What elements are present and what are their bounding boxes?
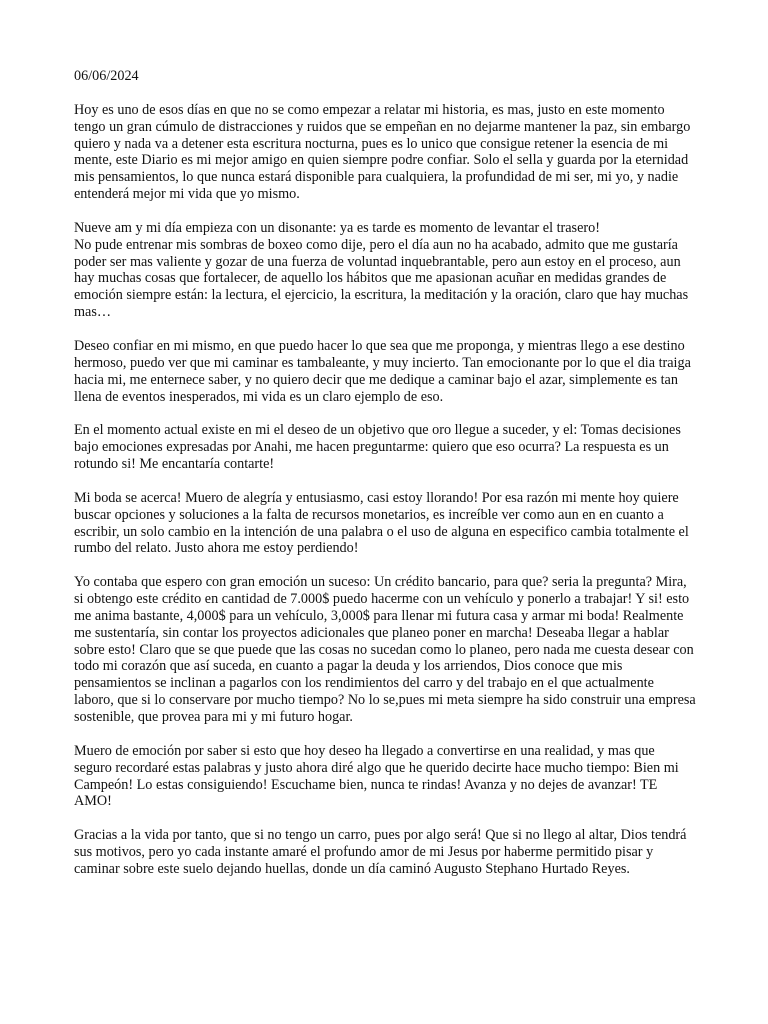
entry-date: 06/06/2024 bbox=[74, 68, 139, 84]
paragraph-1: Hoy es uno de esos días en que no se como empezar a relatar mi historia, es mas, justo en este momento tengo un gran cúmulo de distracciones y ruidos que se empeñan en no dejarme mantener la paz, sin embargo quiero y nada va a detener esta escritura nocturna, pues es lo unico que consigue retener la esencia de mi mente, este Diario es mi mejor amigo en quien siempre podre confiar. Solo el sella y guarda por la eternidad mis pensamientos, lo que nunca estará disponible para cualquiera, la profundidad de mi ser, mi yo, y nadie entenderá mejor mi vida que yo mismo. bbox=[74, 101, 691, 203]
paragraph-8: Gracias a la vida por tanto, que si no tengo un carro, pues por algo será! Que si no llego al altar, Dios tendrá sus motivos, pero yo cada instante amaré el profundo amor de mi Jesus por haberme permitido pisar y caminar sobre este suelo dejando huellas, donde un día caminó Augusto Stephano Hurtado Reyes. bbox=[74, 827, 687, 877]
document-page bbox=[74, 68, 696, 878]
paragraph-5: Mi boda se acerca! Muero de alegría y entusiasmo, casi estoy llorando! Por esa razón mi mente hoy quiere buscar opciones y soluciones a la falta de recursos monetarios, es increíble ver como aun en en cuanto a escribir, un solo cambio en la intención de una palabra o el uso de alguna en especifico cambia totalmente el rumbo del relato. Justo ahora me estoy perdiendo! bbox=[74, 489, 689, 557]
paragraph-3: Deseo confiar en mi mismo, en que puedo hacer lo que sea que me proponga, y mientras llego a ese destino hermoso, puedo ver que mi caminar es tambaleante, y muy incierto. Tan emocionante por lo que el dia traiga hacia mi, me enternece saber, y no quiero decir que me dedique a caminar bajo el azar, simplemente es tan llena de eventos inesperados, mi vida es un claro ejemplo de eso. bbox=[74, 337, 691, 405]
paragraph-7: Muero de emoción por saber si esto que hoy deseo ha llegado a convertirse en una realidad, y mas que seguro recordaré estas palabras y justo ahora diré algo que he querido decirte hace mucho tiempo: Bien mi Campeón! Lo estas consiguiendo! Escuchame bien, nunca te rindas! Avanza y no dejes de avanzar! TE AMO! bbox=[74, 742, 679, 810]
paragraph-6: Yo contaba que espero con gran emoción un suceso: Un crédito bancario, para que? seria la pregunta? Mira, si obtengo este crédito en cantidad de 7.000$ puedo hacerme con un vehículo y ponerlo a trabajar! Y si! esto me anima bastante, 4,000$ para un vehículo, 3,000$ para llenar mi futura casa y armar mi boda! Realmente me sustentaría, sin contar los proyectos adicionales que planeo poner en marcha! Deseaba llegar a hablar sobre esto! Claro que se que puede que las cosas no sucedan como lo planeo, pero nada me cuesta desear con todo mi corazón que así suceda, en cuanto a pagar la deuda y los arriendos, Dios conoce que mis pensamientos se inclinan a pagarlos con los rendimientos del carro y del trabajo en el que actualmente laboro, que si lo conservare por mucho tiempo? No lo se,pues mi meta siempre ha sido construir una empresa sostenible, que provea para mi y mi futuro hogar. bbox=[74, 574, 696, 725]
paragraph-4: En el momento actual existe en mi el deseo de un objetivo que oro llegue a suceder, y el: Tomas decisiones bajo emociones expresadas por Anahi, me hacen preguntarme: quiero que eso ocurra? La respuesta es un rotundo si! Me encantaría contarte! bbox=[74, 422, 681, 473]
paragraph-2: Nueve am y mi día empieza con un disonante: ya es tarde es momento de levantar el trasero! No pude entrenar mis sombras de boxeo como dije, pero el día aun no ha acabado, admito que me gustaría poder ser mas valiente y gozar de una fuerza de voluntad inquebrantable, pero aun estoy en el proceso, aun hay muchas cosas que fortalecer, de aquello los hábitos que me apasionan acuñar en medidas grandes de emoción siempre están: la lectura, el ejercicio, la escritura, la meditación y la oración, claro que hay muchas mas… bbox=[74, 219, 689, 321]
